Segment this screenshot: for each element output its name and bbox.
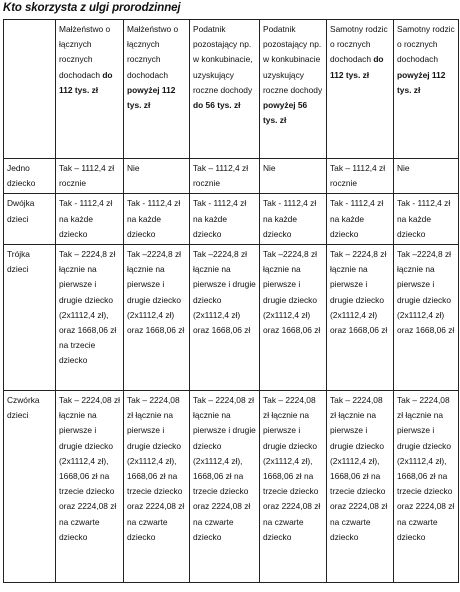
table-cell: Tak – 1112,4 zł rocznie xyxy=(327,159,394,194)
table-cell: Tak – 2224,08 zł łącznie na pierwsze i drugie dziecko (2x1112,4 zł), 1668,06 zł na trzecie dziecko oraz 2224,08 zł na czwarte dziecko xyxy=(190,391,260,583)
header-cell xyxy=(260,20,327,159)
table-row xyxy=(4,391,459,583)
relief-table xyxy=(3,19,459,583)
table-cell: Tak – 2224,08 zł łącznie na pierwsze i drugie dziecko (2x1112,4 zł), 1668,06 zł na trzecie dziecko oraz 2224,08 zł na czwarte dziecko xyxy=(260,391,327,583)
table-cell: Tak - 1112,4 zł na każde dziecko xyxy=(260,194,327,245)
header-text: Samotny rodzic o rocznych dochodach xyxy=(397,24,455,65)
header-cell xyxy=(190,20,260,159)
header-text: Małżeństwo o łącznych rocznych dochodach xyxy=(59,24,111,80)
header-text: Samotny rodzic o rocznych dochodach xyxy=(330,24,388,65)
header-bold-text: do 112 tys. zł xyxy=(59,69,113,95)
table-cell: Tak - 1112,4 zł na każde dziecko xyxy=(190,194,260,245)
row-label: Jedno dziecko xyxy=(4,159,56,194)
table-cell: Tak - 1112,4 zł na każde dziecko xyxy=(394,194,459,245)
header-text: Małżeństwo o łącznych rocznych dochodach xyxy=(127,24,179,80)
table-cell: Tak –2224,8 zł łącznie na pierwsze i drugie dziecko (2x1112,4 zł) oraz 1668,06 zł xyxy=(190,245,260,391)
row-label: Dwójka dzieci xyxy=(4,194,56,245)
header-row xyxy=(4,20,459,159)
header-bold-text: powyżej 112 tys. zł xyxy=(397,69,446,95)
table-cell: Tak – 1112,4 zł rocznie xyxy=(190,159,260,194)
table-cell: Tak - 1112,4 zł na każde dziecko xyxy=(327,194,394,245)
header-bold-text: powyżej 56 tys. zł xyxy=(263,100,308,126)
table-row xyxy=(4,194,459,245)
page-title: Kto skorzysta z ulgi prorodzinnej xyxy=(3,2,181,14)
table-cell: Nie xyxy=(394,159,459,194)
table-cell: Tak –2224,8 zł łącznie na pierwsze i drugie dziecko (2x1112,4 zł) oraz 1668,06 zł xyxy=(394,245,459,391)
header-bold-text: powyżej 112 tys. zł xyxy=(127,84,176,111)
table-cell: Tak –2224,8 zł łącznie na pierwsze i drugie dziecko (2x1112,4 zł) oraz 1668,06 zł xyxy=(260,245,327,391)
table-cell: Tak – 2224,08 zł łącznie na pierwsze i drugie dziecko (2x1112,4 zł), 1668,06 zł na trzecie dziecko oraz 2224,08 zł na czwarte dziecko xyxy=(56,391,124,583)
table-cell: Tak – 2224,8 zł łącznie na pierwsze i drugie dziecko (2x1112,4 zł), oraz 1668,06 zł na trzecie dziecko xyxy=(56,245,124,391)
table-cell: Tak –2224,8 zł łącznie na pierwsze i drugie dziecko (2x1112,4 zł) oraz 1668,06 zł xyxy=(124,245,190,391)
header-text: Podatnik pozostający np. w konkubinacie uzyskujący roczne dochody xyxy=(263,24,323,95)
header-text: Podatnik pozostający np. w konkubinacie, uzyskujący roczne dochody xyxy=(193,24,253,95)
table-cell: Nie xyxy=(260,159,327,194)
table-cell: Tak – 1112,4 zł rocznie xyxy=(56,159,124,194)
table-cell: Tak – 2224,8 zł łącznie na pierwsze i drugie dziecko (2x1112,4 zł) oraz 1668,06 zł xyxy=(327,245,394,391)
table-cell: Tak - 1112,4 zł na każde dziecko xyxy=(56,194,124,245)
table-cell: Tak – 2224,08 zł łącznie na pierwsze i drugie dziecko (2x1112,4 zł), 1668,06 zł na trzecie dziecko oraz 2224,08 zł na czwarte dziecko xyxy=(327,391,394,583)
table-cell: Tak - 1112,4 zł na każde dziecko xyxy=(124,194,190,245)
row-label: Trójka dzieci xyxy=(4,245,56,391)
header-bold-text: do 112 tys. zł xyxy=(330,54,384,80)
table-cell: Tak – 2224,08 zł łącznie na pierwsze i drugie dziecko (2x1112,4 zł), 1668,06 zł na trzecie dziecko oraz 2224,08 zł na czwarte dziecko xyxy=(394,391,459,583)
header-bold-text: do 56 tys. zł xyxy=(193,100,241,111)
header-cell xyxy=(327,20,394,159)
header-cell xyxy=(124,20,190,159)
table-cell: Nie xyxy=(124,159,190,194)
row-label: Czwórka dzieci xyxy=(4,391,56,583)
header-cell xyxy=(56,20,124,159)
table-row xyxy=(4,159,459,194)
table-cell: Tak – 2224,08 zł łącznie na pierwsze i drugie dziecko (2x1112,4 zł), 1668,06 zł na trzecie dziecko oraz 2224,08 zł na czwarte dziecko xyxy=(124,391,190,583)
header-cell xyxy=(394,20,459,159)
table-row xyxy=(4,245,459,391)
corner-cell xyxy=(4,20,56,159)
